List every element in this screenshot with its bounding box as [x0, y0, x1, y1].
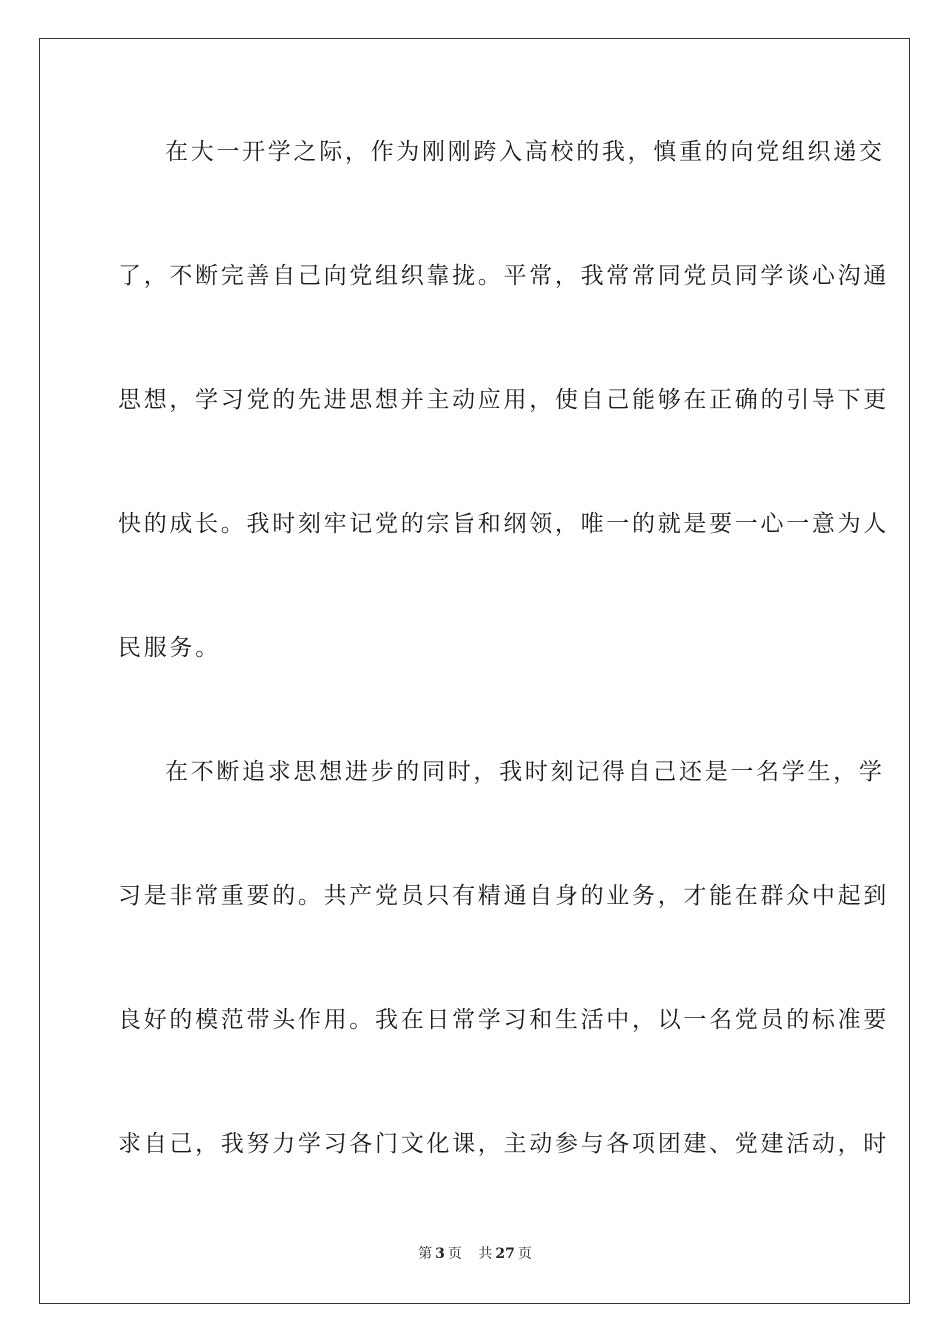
text-line: 思想，学习党的先进思想并主动应用，使自己能够在正确的引导下更: [118, 387, 889, 413]
text-line: 良好的模范带头作用。我在日常学习和生活中，以一名党员的标准要: [118, 1007, 889, 1033]
text-line: 民服务。: [118, 635, 221, 661]
text-line: 习是非常重要的。共产党员只有精通自身的业务，才能在群众中起到: [118, 883, 889, 909]
text-line: 求自己，我努力学习各门文化课，主动参与各项团建、党建活动，时: [118, 1131, 889, 1157]
total-suffix: 页: [517, 1246, 532, 1262]
text-line: 快的成长。我时刻牢记党的宗旨和纲领，唯一的就是要一心一意为人: [118, 511, 889, 537]
total-pages: 27: [495, 1246, 515, 1262]
page-number: 3: [435, 1246, 445, 1262]
text-line: 在大一开学之际，作为刚刚跨入高校的我，慎重的向党组织递交: [165, 139, 885, 165]
page-footer: [0, 1245, 950, 1263]
page-indicator: [415, 1246, 465, 1262]
total-prefix: 共: [478, 1246, 493, 1262]
page-prefix: 第: [418, 1246, 433, 1262]
text-line: 在不断追求思想进步的同时，我时刻记得自己还是一名学生，学: [165, 759, 885, 785]
total-indicator: [475, 1246, 534, 1262]
page-suffix: 页: [447, 1246, 462, 1262]
text-line: 了，不断完善自己向党组织靠拢。平常，我常常同党员同学谈心沟通: [118, 263, 889, 289]
page-border: [39, 38, 910, 1304]
